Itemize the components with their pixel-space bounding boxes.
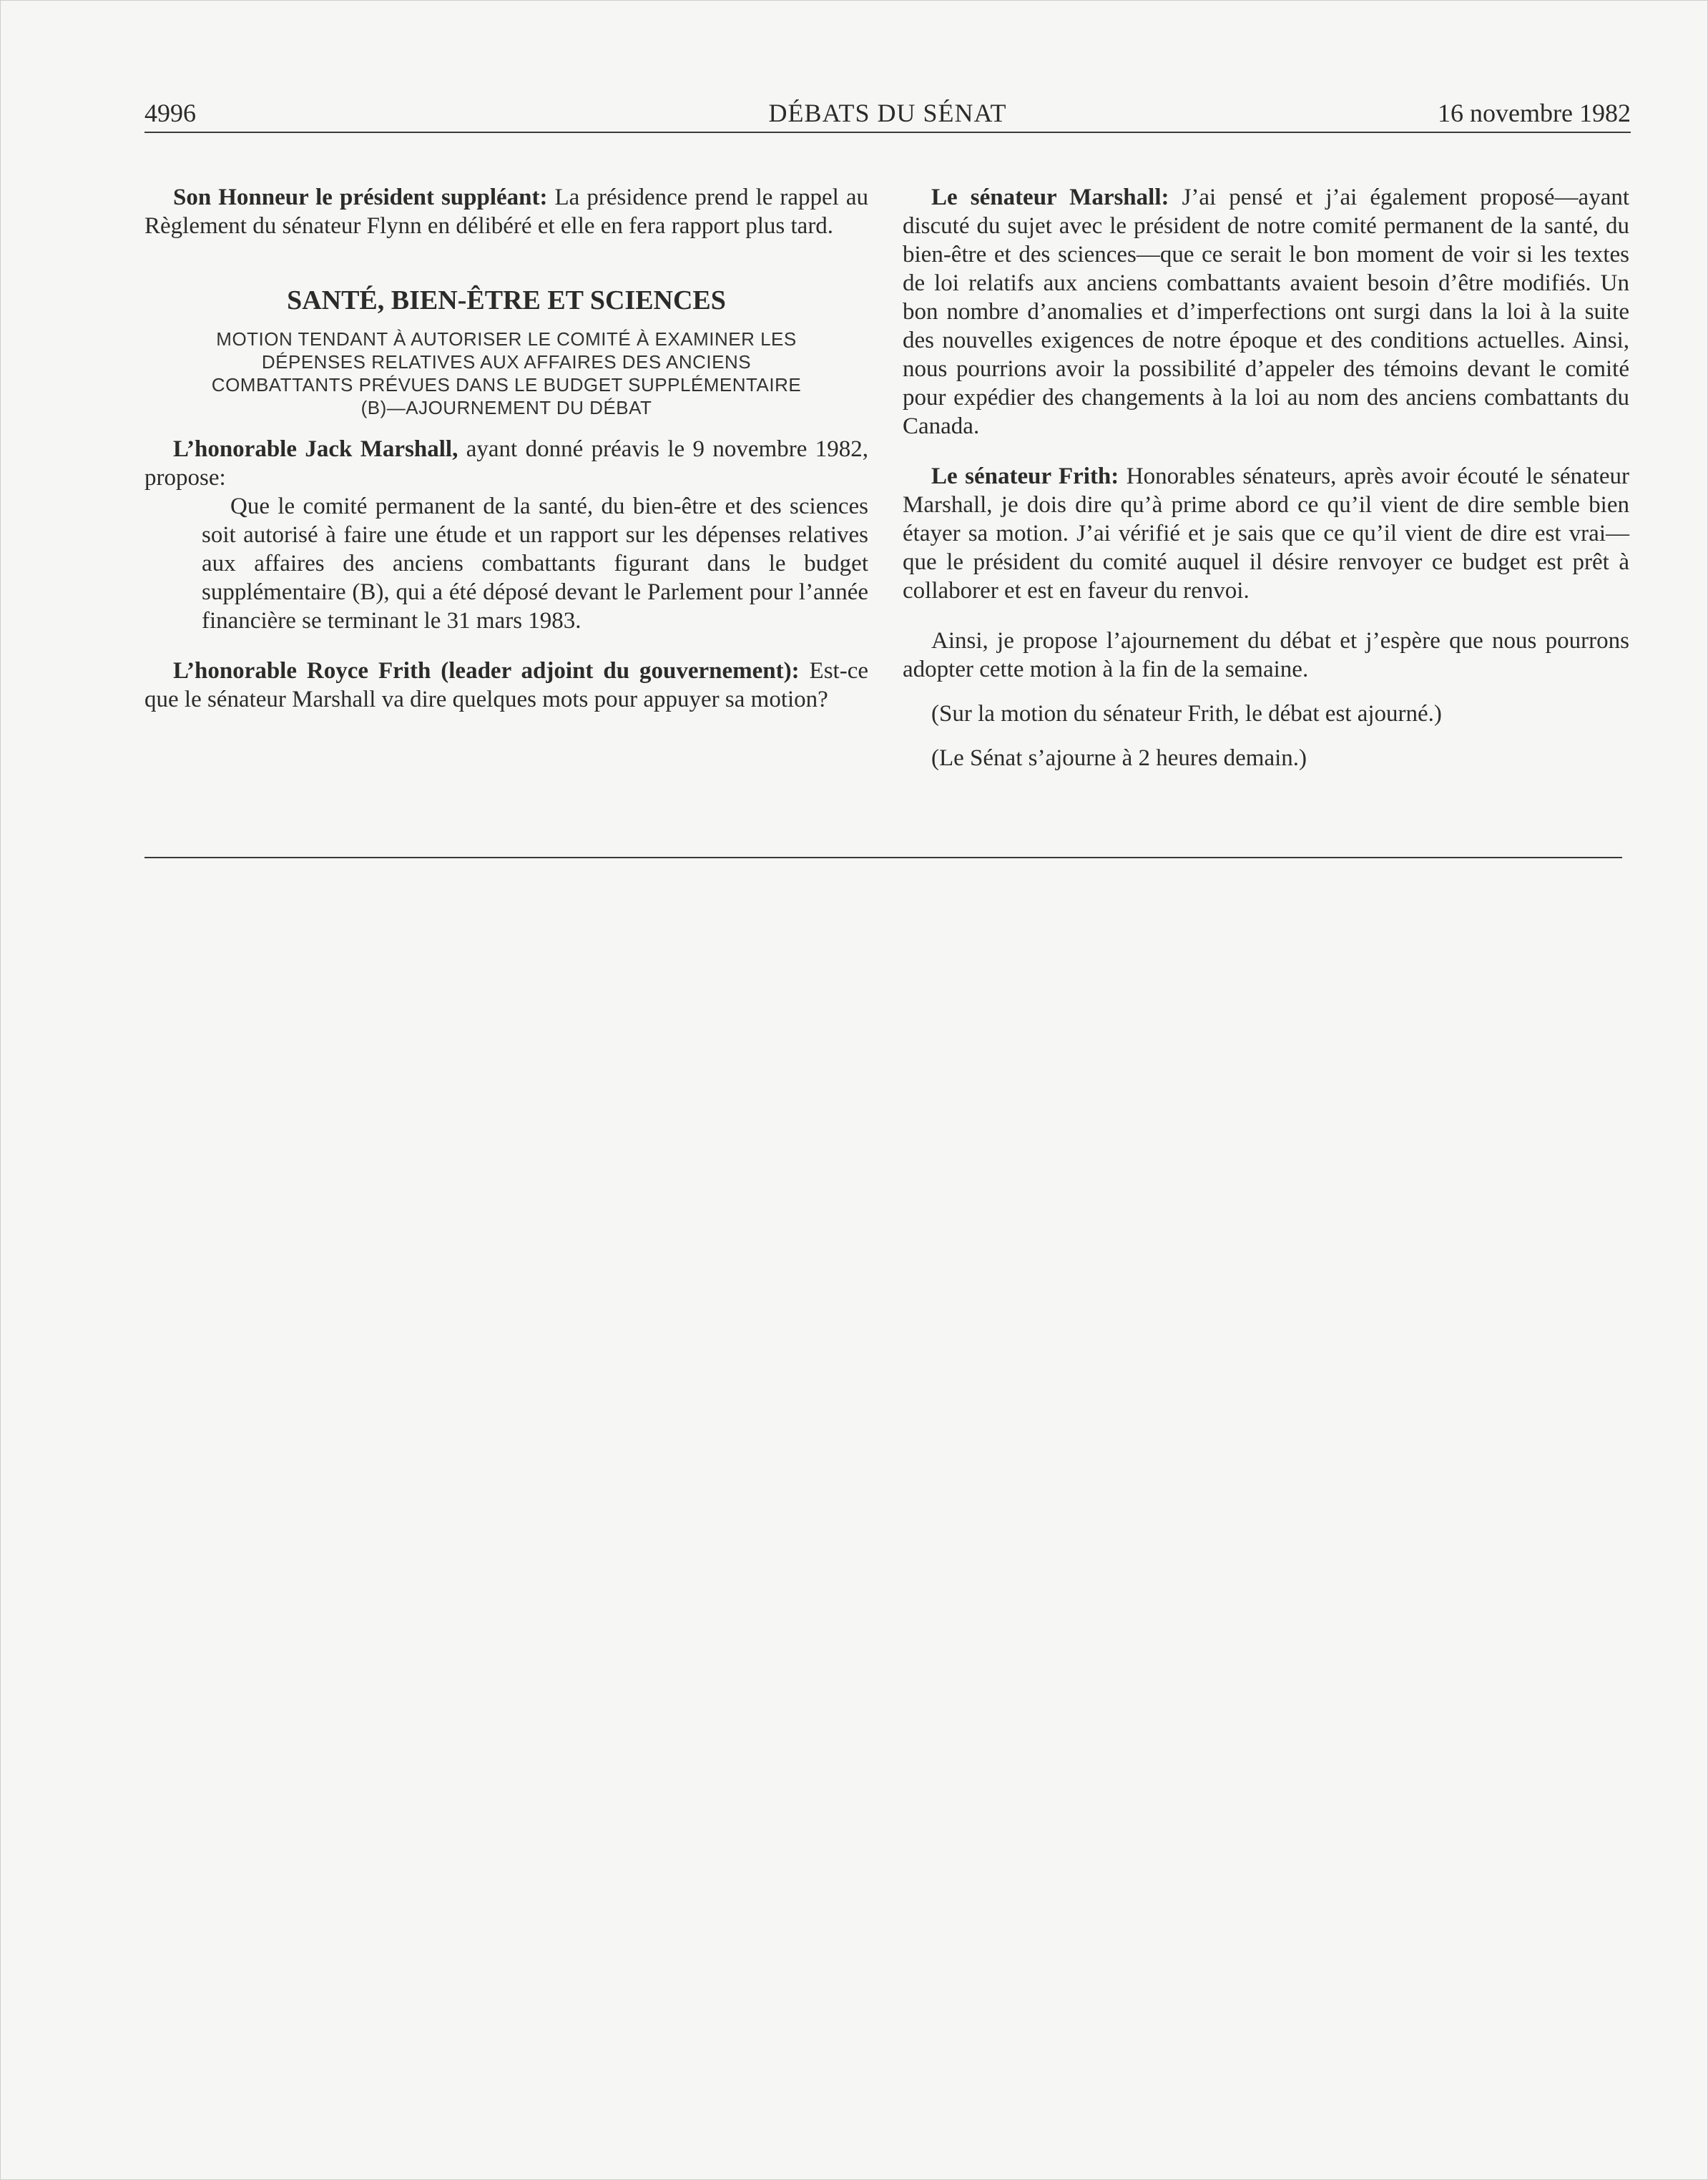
page-number: 4996 [144, 99, 196, 127]
page-header [144, 93, 1631, 133]
procedural-note-senate-adjourns: (Le Sénat s’ajourne à 2 heures demain.) [931, 745, 1307, 771]
motion-heading [144, 328, 868, 419]
procedural-note-debate-adjourned: (Sur la motion du sénateur Frith, le débat est ajourné.) [931, 701, 1442, 727]
paragraph-marshall-motion [144, 435, 868, 492]
header-rule [144, 132, 1631, 133]
speech-text: Honorables sénateurs, après avoir écouté le sénateur Marshall, je dois dire qu’à prime abord ce qu’il vient de dire semble bien étayer sa motion. J’ai vérifié et je sais que ce qu’il vient de dire est vrai—que le président du comité auquel il désire renvoyer ce budget est prêt à collaborer et est en faveur du renvoi. [903, 463, 1629, 604]
motion-heading-line: MOTION TENDANT À AUTORISER LE COMITÉ À EXAMINER LES [216, 328, 797, 350]
speech-text: J’ai pensé et j’ai également proposé—ayant discuté du sujet avec le président de notre comité permanent de la santé, du bien-être et des sciences—que ce serait le bon moment de voir si les textes de loi relatifs aux anciens combattants avaient besoin d’être modifiés. Un bon nombre d’anomalies et d’imperfections ont surgi dans la loi à la suite des nouvelles exigences de notre époque et des conditions actuelles. Ainsi, nous pourrions avoir la possibilité d’appeler des témoins devant le comité pour expédier des changements à la loi au nom des anciens combattants du Canada. [903, 185, 1630, 439]
speaker-name: Son Honneur le président suppléant: [173, 185, 548, 210]
speech-text: Est-ce que le sénateur Marshall va dire quelques mots pour appuyer sa motion? [144, 658, 869, 712]
motion-quote: Que le comité permanent de la santé, du bien-être et des sciences soit autorisé à faire une étude et un rapport sur les dépenses relatives aux affaires des anciens combattants figurant dans le budget supplémentaire (B), qui a été déposé devant le Parlement pour l’année financière se terminant le 31 mars 1983. [202, 494, 868, 634]
motion-heading-line: (B)—AJOURNEMENT DU DÉBAT [360, 397, 652, 418]
publication-date: 16 novembre 1982 [1438, 99, 1631, 127]
speaker-name: Le sénateur Frith: [931, 463, 1119, 489]
paragraph-marshall-reply [903, 183, 1629, 441]
motion-heading-line: DÉPENSES RELATIVES AUX AFFAIRES DES ANCIENS [261, 351, 752, 373]
motion-heading-line: COMBATTANTS PRÉVUES DANS LE BUDGET SUPPLÉMENTAIRE [211, 374, 802, 396]
speech-text: ayant donné préavis le 9 novembre 1982, propose: [144, 436, 869, 491]
publication-title: DÉBATS DU SÉNAT [768, 99, 1007, 127]
paragraph-frith-question [144, 657, 868, 714]
end-rule [144, 857, 1622, 858]
right-column [903, 183, 1629, 788]
paragraph-acting-speaker [144, 183, 868, 240]
speaker-name: Le sénateur Marshall: [931, 185, 1169, 210]
speaker-name: L’honorable Royce Frith (leader adjoint du gouvernement): [173, 658, 800, 684]
section-heading: SANTÉ, BIEN-ÊTRE ET SCIENCES [287, 285, 726, 315]
speech-text: La présidence prend le rappel au Règlement du sénateur Flynn en délibéré et elle en fera rapport plus tard. [144, 185, 868, 239]
left-column [144, 183, 868, 735]
paragraph-adjournment-proposal: Ainsi, je propose l’ajournement du débat et j’espère que nous pourrons adopter cette motion à la fin de la semaine. [903, 628, 1629, 682]
paragraph-frith-reply [903, 462, 1629, 605]
speaker-name: L’honorable Jack Marshall, [173, 436, 458, 462]
